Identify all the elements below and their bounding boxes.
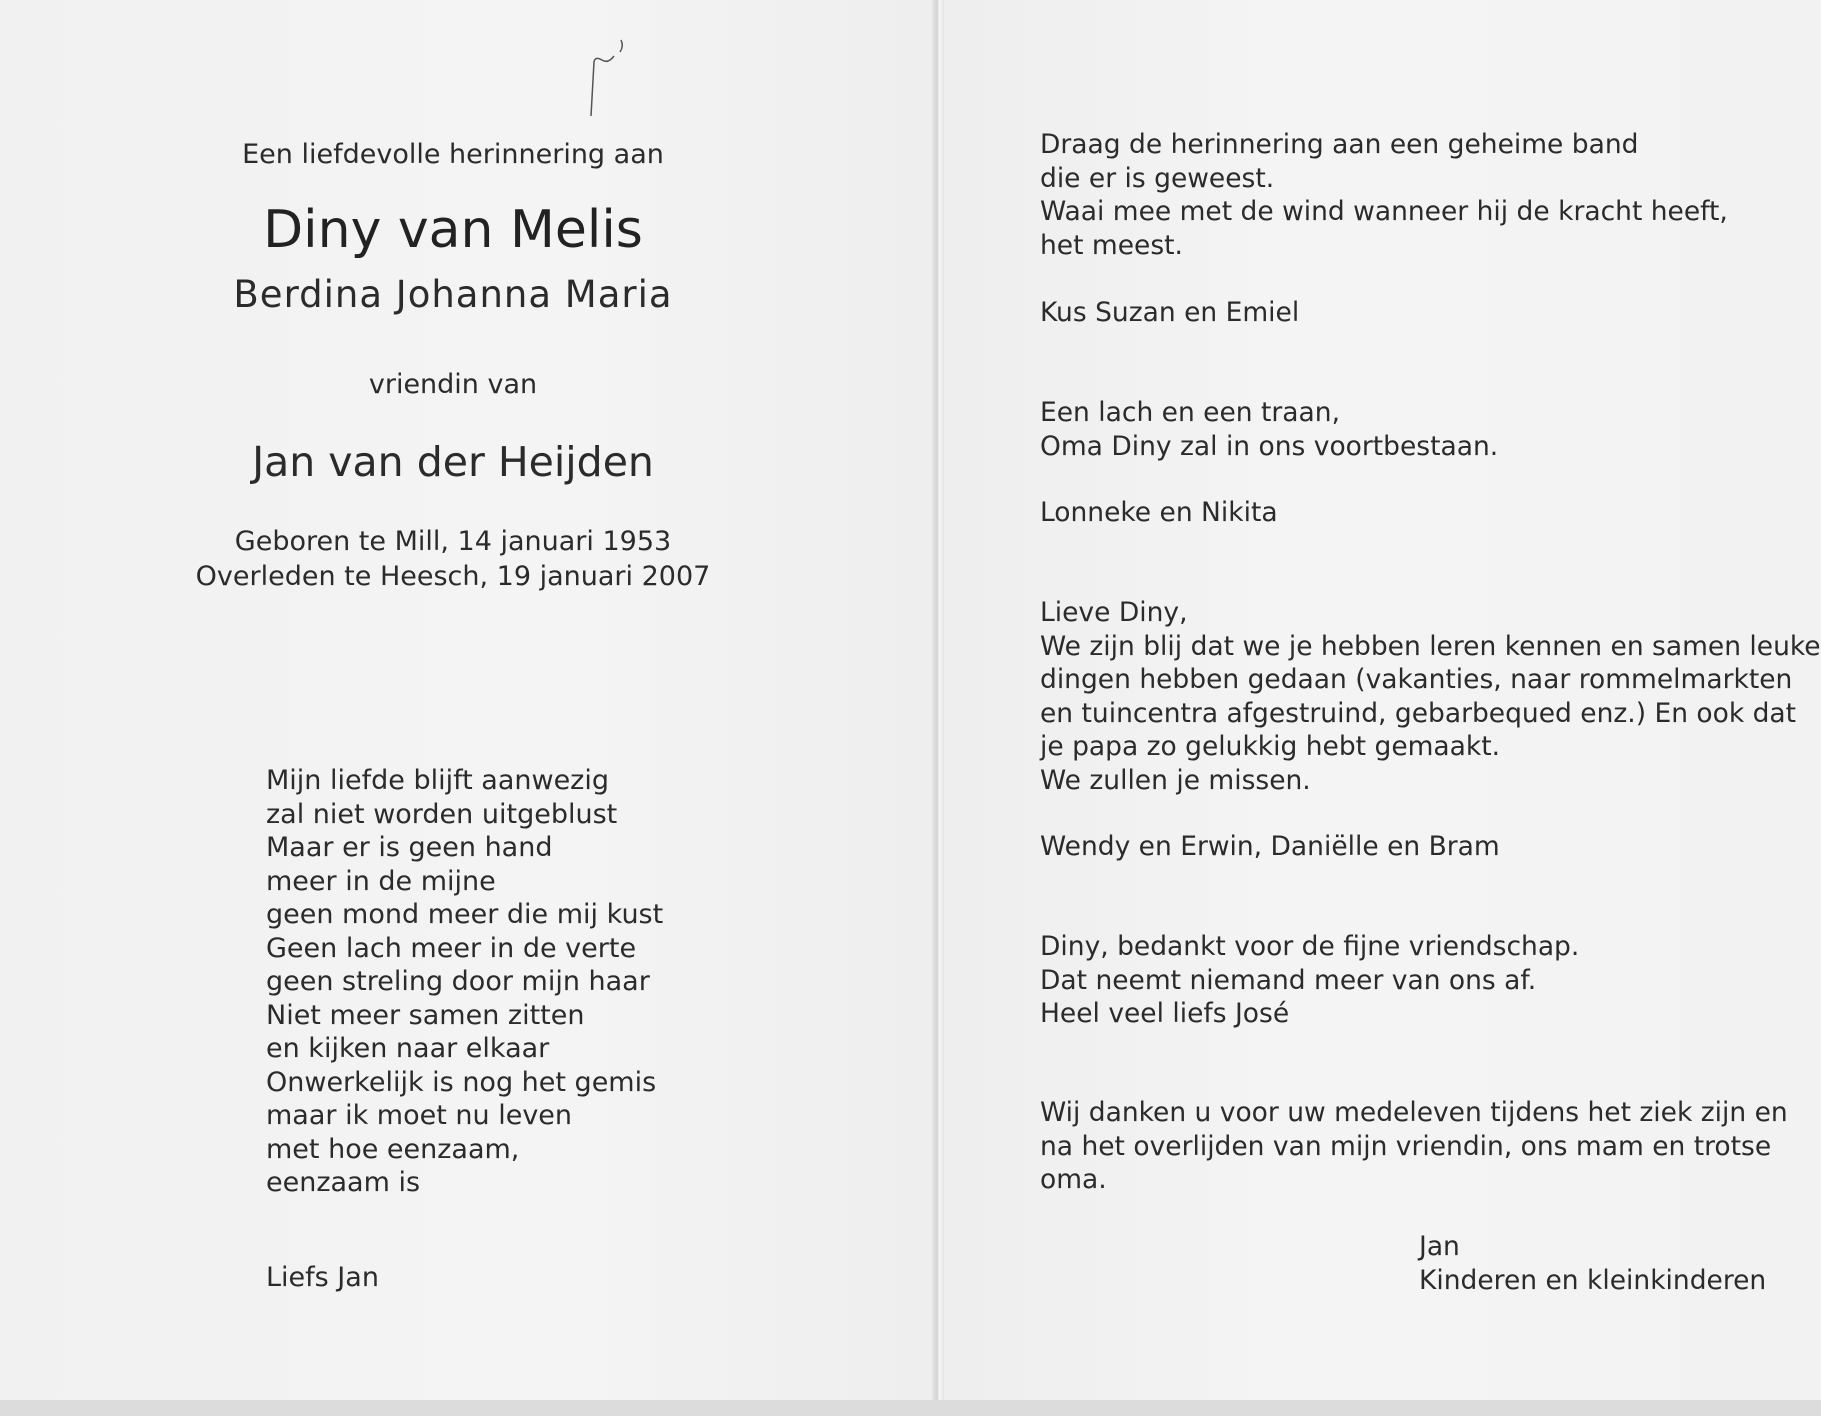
- message-line: dingen hebben gedaan (vakanties, naar rommelmarkten: [1040, 664, 1793, 695]
- message-line: het meest.: [1040, 229, 1183, 261]
- message-line: die er is geweest.: [1040, 162, 1275, 194]
- message-line: na het overlijden van mijn vriendin, ons mam en trotse: [1040, 1130, 1772, 1162]
- message-line: Wij danken u voor uw medeleven tijdens het ziek zijn en: [1040, 1097, 1788, 1128]
- closing-signature: [1419, 1230, 1766, 1297]
- poem-line: zal niet worden uitgeblust: [266, 798, 618, 830]
- message-line: en tuincentra afgestruind, gebarbequed enz.) En ook dat: [1040, 697, 1797, 729]
- death-line: Overleden te Heesch, 19 januari 2007: [195, 561, 711, 592]
- poem-line: maar ik moet nu leven: [266, 1100, 573, 1131]
- poem-line: Niet meer samen zitten: [266, 999, 585, 1031]
- message-line: Lieve Diny,: [1040, 597, 1188, 628]
- message-line: Een lach en een traan,: [1040, 397, 1340, 428]
- poem-line: en kijken naar elkaar: [266, 1033, 550, 1064]
- message-line: Draag de herinnering aan een geheime band: [1040, 129, 1639, 160]
- intro-text: Een liefdevolle herinnering aan: [242, 139, 664, 170]
- birth-line: Geboren te Mill, 14 januari 1953: [234, 526, 672, 557]
- poem-line: Maar er is geen hand: [266, 832, 553, 863]
- message-line: We zullen je missen.: [1040, 764, 1311, 796]
- message-line: oma.: [1040, 1164, 1107, 1195]
- card-bottom-edge: [0, 1400, 1821, 1416]
- message-line: Waai mee met de wind wanneer hij de kracht heeft,: [1040, 196, 1728, 227]
- poem-line: met hoe eenzaam,: [266, 1133, 520, 1165]
- message-signature-1: Kus Suzan en Emiel: [1040, 297, 1300, 328]
- closing-line: Jan: [1419, 1231, 1460, 1262]
- card-fold: [932, 0, 944, 1416]
- poem-line: geen streling door mijn haar: [266, 966, 650, 997]
- poem-line: Geen lach meer in de verte: [266, 932, 637, 964]
- message-block-4: [1040, 930, 1579, 1031]
- message-line: We zijn blij dat we je hebben leren kennen en samen leuke: [1040, 630, 1821, 662]
- poem-line: Mijn liefde blijft aanwezig: [266, 765, 609, 796]
- message-signature-2: Lonneke en Nikita: [1040, 497, 1278, 528]
- closing-line: Kinderen en kleinkinderen: [1419, 1264, 1767, 1296]
- deceased-name: Diny van Melis: [263, 200, 643, 260]
- poem-signature: Liefs Jan: [266, 1262, 379, 1293]
- message-line: Oma Diny zal in ons voortbestaan.: [1040, 430, 1499, 462]
- given-names: Berdina Johanna Maria: [233, 273, 673, 316]
- poem-line: eenzaam is: [266, 1167, 421, 1198]
- poem-line: meer in de mijne: [266, 865, 496, 897]
- message-line: Diny, bedankt voor de fijne vriendschap.: [1040, 931, 1580, 962]
- message-block-2: [1040, 396, 1498, 463]
- message-line: Dat neemt niemand meer van ons af.: [1040, 964, 1537, 996]
- pen-mark-icon: [588, 38, 628, 120]
- message-line: je papa zo gelukkig hebt gemaakt.: [1040, 731, 1501, 762]
- message-line: Heel veel liefs José: [1040, 998, 1290, 1029]
- thank-you-block: [1040, 1096, 1788, 1197]
- relation-text: vriendin van: [368, 369, 538, 400]
- message-block-3: [1040, 596, 1821, 797]
- message-block-1: [1040, 128, 1728, 262]
- poem: [266, 764, 663, 1200]
- message-signature-3: Wendy en Erwin, Daniëlle en Bram: [1040, 831, 1500, 862]
- poem-line: Onwerkelijk is nog het gemis: [266, 1066, 657, 1098]
- partner-name: Jan van der Heijden: [252, 438, 654, 486]
- poem-line: geen mond meer die mij kust: [266, 899, 664, 930]
